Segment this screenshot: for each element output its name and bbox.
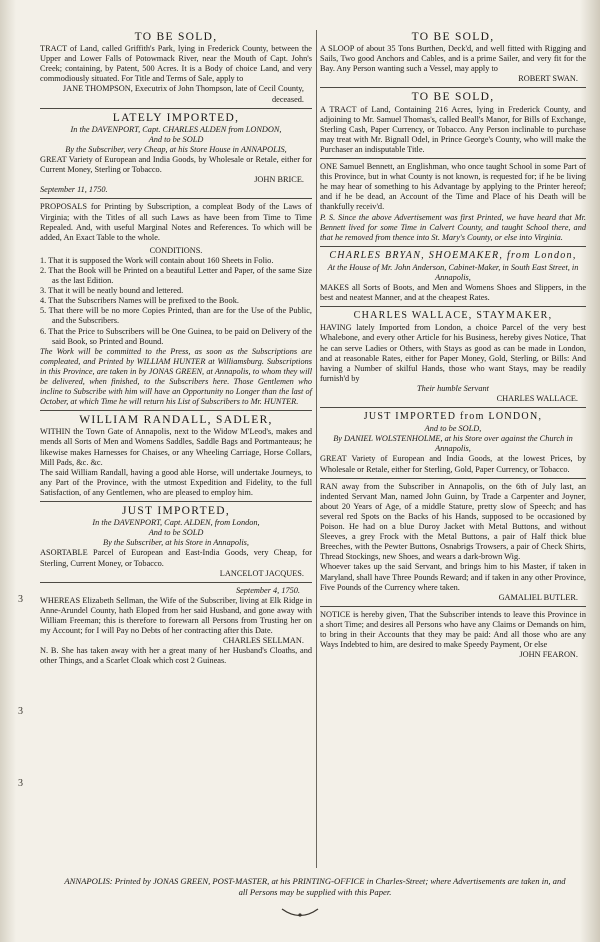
- ad-subline: By DANIEL WOLSTENHOLME, at his Store over against the Church in Annapolis,: [333, 434, 573, 454]
- condition-item: 6. That the Price to Subscribers will be One Guinea, to be paid on Delivery of the said Book, so Printed and Bound.: [40, 326, 312, 346]
- ad-body-continued: Whoever takes up the said Servant, and brings him to his Master, if taken in Maryland, shall have Three Pounds Reward; and if taken in any other Province, Five Pounds of the Currency where taken.: [320, 562, 586, 592]
- ad-proposals-laws: [40, 202, 312, 407]
- ad-subline: And to be SOLD,: [424, 424, 482, 434]
- ad-date: September 11, 1750.: [40, 185, 108, 195]
- ad-sellman-notice: [40, 586, 312, 667]
- ornament-icon: [280, 906, 320, 920]
- ad-land-griffiths-park: [40, 32, 312, 105]
- ad-body: GREAT Variety of European and India Goods, at the lowest Prices, by Wholesale or Retale, either for Sterling, Gold, Paper Currency, or Tobacco.: [320, 454, 586, 474]
- ad-body: ASORTABLE Parcel of European and East-India Goods, very Cheap, for Sterling, Current Money, or Tobacco.: [40, 548, 312, 568]
- ad-heading: TO BE SOLD,: [134, 31, 218, 43]
- ad-heading: CHARLES WALLACE, STAYMAKER,: [353, 310, 553, 322]
- ad-date: September 4, 1750.: [235, 585, 300, 595]
- ad-lately-imported: [40, 113, 312, 196]
- ad-divider: [40, 410, 312, 411]
- ad-heading: CHARLES BRYAN, SHOEMAKER, from London,: [329, 249, 577, 261]
- ad-signature: JANE THOMPSON, Executrix of John Thompson, late of Cecil County, deceased.: [62, 84, 304, 104]
- ad-body: NOTICE is hereby given, That the Subscriber intends to leave this Province in a short Time; and desires all Persons who have any Claims or Demands on him, to bring in their Accounts that they may be paid: And all those who are any Ways Indebted to him, are desired to make Speedy Payment, Or else: [320, 609, 586, 650]
- ad-subline: And to be SOLD: [148, 134, 204, 144]
- page-shadow-left: [0, 0, 16, 942]
- ad-subline: In the DAVENPORT, Capt. ALDEN, from London,: [92, 518, 260, 528]
- ad-signature: CHARLES SELLMAN.: [222, 636, 304, 646]
- ad-body: PROPOSALS for Printing by Subscription, a compleat Body of the Laws of Virginia; with the Titles of all such Laws as have been from Time to Time Repealed. And, with useful Marginal Notes and References. To which will be added, An Exact Table to the whole.: [40, 202, 312, 242]
- ad-body: RAN away from the Subscriber in Annapolis, on the 6th of July last, an indented Servant Man, named John Guinn, by Trade a Carpenter and Joyner, about 20 Years of Age, of a middle Stature, pretty slow of Speech; and has several red Spots on the Backs of his Hands, supposed to be occasioned by Poison. He had on a blue Duroy Jacket with Metal Buttons, and without Sleeves, a grey Frock with the Metal Buttons, a pair of Half thick blue Breeches, with the Pewter Buttons, Osnabrigs Trowsers, a pair of Check Shirts, Thread Stockings, new Shoes, and wears a dark-brown Wig.: [320, 481, 586, 562]
- ad-heading: WILLIAM RANDALL, SADLER,: [79, 414, 273, 427]
- ad-heading: TO BE SOLD,: [411, 91, 495, 104]
- ad-heading: TO BE SOLD,: [411, 31, 495, 43]
- right-column: [320, 28, 586, 660]
- ad-divider: [320, 158, 586, 159]
- ad-signature: LANCELOT JACQUES.: [219, 568, 304, 578]
- ad-subline: In the DAVENPORT, Capt. CHARLES ALDEN from LONDON,: [70, 124, 282, 134]
- condition-item: 1. That it is supposed the Work will contain about 160 Sheets in Folio.: [40, 255, 274, 265]
- margin-mark: 3: [18, 778, 23, 789]
- ad-closing: The Work will be committed to the Press, as soon as the Subscriptions are compleated, and Printed by WILLIAM HUNTER at Williamsburg. Subscriptions in this Province, are taken in by JONAS GREEN, at Annapolis, to whom they will be delivered, when finished, to the Subscribers here. Those Gentlemen who incline to Subscribe with him will have an Opportunity no Longer than the last of October, at which Time he will return his List of Subscribers to Mr. HUNTER.: [40, 346, 312, 407]
- ad-body: TRACT of Land, called Griffith's Park, lying in Frederick County, between the Upper and Lower Falls of Potowmack River, near the Mouth of Capt. John's Creek; containing, by Patent, 500 Acres. It is a Body of choice Land, and very commodiously situated. For Title and Terms of Sale, apply to: [40, 44, 312, 84]
- ad-heading: JUST IMPORTED,: [121, 505, 231, 518]
- ad-divider: [320, 478, 586, 479]
- ad-signature: JOHN BRICE.: [254, 175, 304, 185]
- ad-signature: GAMALIEL BUTLER.: [498, 592, 578, 602]
- ad-body: WITHIN the Town Gate of Annapolis, next to the Widow M'Leod's, makes and mends all Sorts of Men and Womens Saddles, Saddle Bags and Portmanteaus; he likewise makes Harnesses for Chaises, or any Wheeling Carriage, Horse Collars, Mill Pads, &c. &c.: [40, 427, 312, 467]
- ad-body: GREAT Variety of European and India Goods, by Wholesale or Retale, either for Current Money, Sterling or Tobacco.: [40, 155, 312, 175]
- ad-subline: At the House of Mr. John Anderson, Cabinet-Maker, in South East Street, in Annapolis,: [327, 262, 579, 282]
- ad-just-imported-jacques: [40, 506, 312, 579]
- ad-charles-wallace: [320, 311, 586, 404]
- ad-postscript: P. S. Since the above Advertisement was first Printed, we have heard that Mr. Bennett lived for some Time in Calvert County, and taught School there, and that he removed from thence into St. Mary's County, or else into Virginia.: [320, 212, 586, 242]
- ad-body: A SLOOP of about 35 Tons Burthen, Deck'd, and well fitted with Rigging and Sails, Two good Anchors and Cables, and is a prime Sailer, and very fit for the Bay. Any Person wanting such a Vessel, may apply to: [320, 44, 586, 74]
- conditions-list: [40, 256, 312, 347]
- column-divider: [316, 30, 317, 868]
- margin-mark: 3: [18, 706, 23, 717]
- conditions-heading: CONDITIONS.: [149, 245, 203, 255]
- ad-body: HAVING lately Imported from London, a choice Parcel of the very best Whalebone, and every other Article for his Business, hereby gives Notice, That he can serve Ladies or Others, with Stays as good as can be made in London, and at reasonable Rates, either for Paper Money, Gold, Sterling, or Bills: And having a Number of skilful Hands, those who want Stays, may be readily furnish'd by: [320, 323, 586, 383]
- ad-charles-bryan: [320, 251, 586, 303]
- ad-divider: [40, 501, 312, 502]
- ad-divider: [320, 407, 586, 408]
- ad-body-continued: The said William Randall, having a good able Horse, will undertake Journeys, to any Part of the Province, with the utmost Expedition and Fidelity, to the full Satisfaction, of any Gentlemen, who are pleased to employ him.: [40, 467, 312, 497]
- ad-heading: JUST IMPORTED from LONDON,: [363, 411, 543, 423]
- left-column: [40, 28, 312, 666]
- ad-sloop: [320, 32, 586, 84]
- ad-runaway-servant: [320, 482, 586, 603]
- ad-nb: N. B. She has taken away with her a great many of her Husband's Cloaths, and other Things, and a Scarlet Cloak which cost 2 Guineas.: [40, 646, 312, 666]
- ad-body: ONE Samuel Bennett, an Englishman, who once taught School in some Part of this Province, but in what County is not known, is requested for; if he be living he may hear of something to his Advantage by applying to the Printer hereof; and if he be dead, an Account of the Time and Place of his Death will be thankfully receiv'd.: [320, 162, 586, 212]
- ad-divider: [40, 198, 312, 199]
- printer-imprint: ANNAPOLIS: Printed by JONAS GREEN, POST-MASTER, at his PRINTING-OFFICE in Charles-Street; where Advertisements are taken in, and all Persons may be supplied with this Paper.: [64, 876, 566, 897]
- ad-signature: CHARLES WALLACE.: [496, 394, 578, 403]
- ad-wolstenholme: [320, 412, 586, 475]
- ad-divider: [320, 306, 586, 307]
- condition-item: 2. That the Book will be Printed on a beautiful Letter and Paper, of the same Size as the last Edition.: [40, 265, 312, 286]
- condition-item: 5. That there will be no more Copies Printed, than are for the Use of the Public, and the Subscribers.: [40, 306, 312, 326]
- ad-closing: Their humble Servant: [417, 383, 489, 393]
- ad-samuel-bennett: [320, 162, 586, 243]
- ad-subline: By the Subscriber, at his Store in Annapolis,: [103, 538, 249, 548]
- ad-divider: [40, 582, 312, 583]
- ad-divider: [320, 246, 586, 247]
- condition-item: 3. That it will be neatly bound and lettered.: [40, 286, 184, 296]
- margin-mark: 3: [18, 594, 23, 605]
- ad-divider: [40, 108, 312, 109]
- ad-signature: ROBERT SWAN.: [518, 74, 578, 84]
- ad-signature: JOHN FEARON.: [519, 650, 578, 660]
- ad-land-bealls-manor: [320, 92, 586, 155]
- ad-heading: LATELY IMPORTED,: [112, 111, 240, 124]
- ad-body: A TRACT of Land, Containing 216 Acres, lying in Frederick County, and adjoining to Mr. Samuel Thomas's, called Beall's Manor, for Bills of Exchange, Sterling Cash, Paper Currency, or Tobacco. Any Person inclinable to purchase may treat with Mr. Bignall Odel, in Prince George's County, who will make the Purchaser an indisputable Title.: [320, 104, 586, 154]
- ad-body: WHEREAS Elizabeth Sellman, the Wife of the Subscriber, living at Elk Ridge in Anne-Arundel County, hath Eloped from her said Husband, and gone away with William Freeman; this is therefore to forewarn all Persons from Trusting her on my Account; for I will Pay no Debts of her contracting after this Date.: [40, 595, 312, 636]
- ad-body: MAKES all Sorts of Boots, and Men and Womens Shoes and Slippers, in the best and neatest Manner, and at the cheapest Rates.: [320, 283, 586, 303]
- ad-divider: [320, 606, 586, 607]
- ad-fearon-notice: [320, 610, 586, 660]
- ad-divider: [320, 87, 586, 88]
- ad-subline: By the Subscriber, very Cheap, at his Store House in ANNAPOLIS,: [65, 144, 287, 154]
- condition-item: 4. That the Subscribers Names will be prefixed to the Book.: [40, 296, 239, 306]
- ad-subline: And to be SOLD: [148, 528, 204, 538]
- ad-william-randall: [40, 415, 312, 498]
